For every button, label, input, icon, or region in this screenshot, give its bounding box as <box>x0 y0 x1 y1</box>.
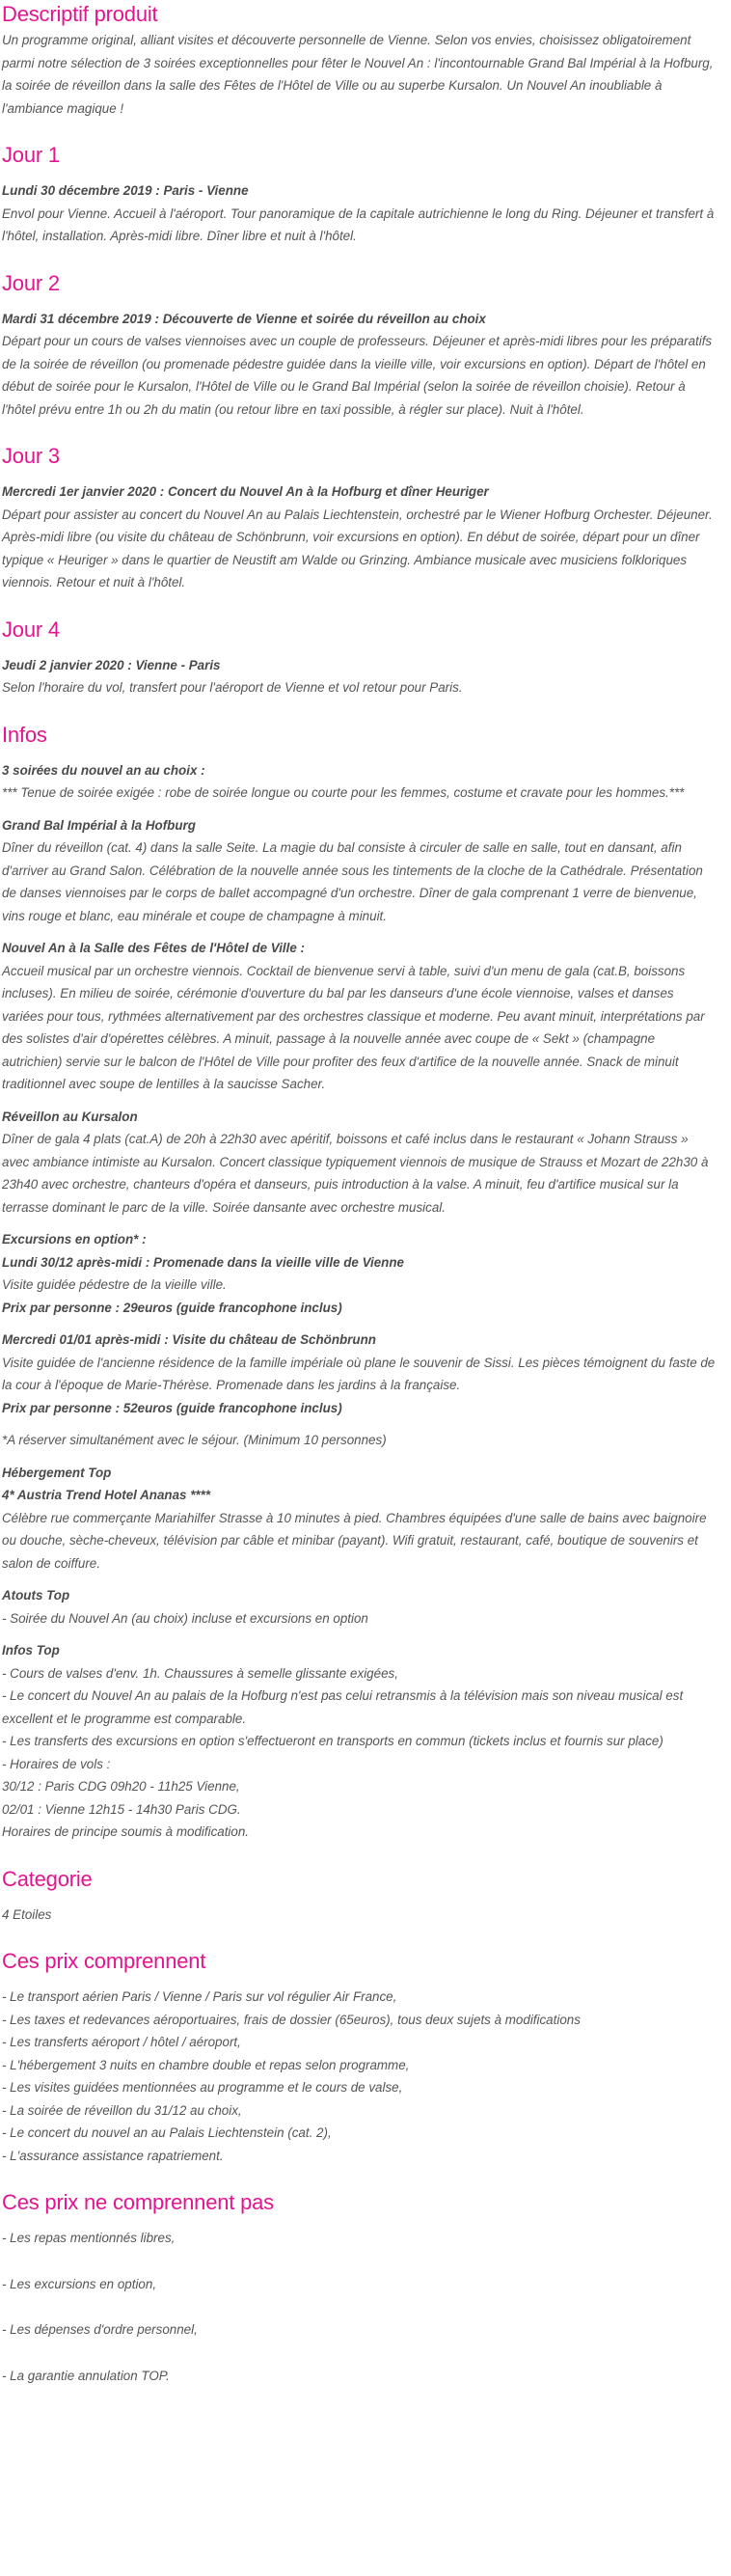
list-item: - Les repas mentionnés libres, <box>2 2231 176 2245</box>
day-3-heading: Jour 3 <box>2 444 60 468</box>
day-2-subtitle: Mardi 31 décembre 2019 : Découverte de Vienne et soirée du réveillon au choix <box>2 311 486 326</box>
list-item: - Cours de valses d'env. 1h. Chaussures à semelle glissante exigées, <box>2 1665 398 1681</box>
excursion-1-title: Lundi 30/12 après-midi : Promenade dans la vieille ville de Vienne <box>2 1254 404 1270</box>
atouts-body: - Soirée du Nouvel An (au choix) incluse et excursions en option <box>2 1610 368 1626</box>
hotel-ville-title: Nouvel An à la Salle des Fêtes de l'Hôtel de Ville : <box>2 941 305 955</box>
day-2-heading: Jour 2 <box>2 270 60 295</box>
day-1-body: Envol pour Vienne. Accueil à l'aéroport. Tour panoramique de la capitale autrichienne le long du Ring. Déjeuner et transfert à l'hôtel, installation. Après-midi libre. Dîner libre et nuit à l'hôtel. <box>2 206 715 243</box>
excursions-title: Excursions en option* : <box>2 1232 147 1247</box>
soirees-title: 3 soirées du nouvel an au choix : <box>2 762 205 778</box>
list-item: 02/01 : Vienne 12h15 - 14h30 Paris CDG. <box>2 1801 241 1817</box>
kursalon-body: Dîner de gala 4 plats (cat.A) de 20h à 22h30 avec apéritif, boissons et café inclus dans le restaurant « Johann Strauss » avec ambiance intimiste au Kursalon. Concert classique typiquement viennois de musique de Strauss et Mozart de 22h30 à 23h40 avec orchestre, chanteurs d'opéra et danseurs, puis introduction à la valse. A minuit, feu d'artifice musical sur la terrasse dominant le parc de la ville. Soirée dansante avec orchestre musical. <box>2 1132 709 1215</box>
infos-top-list <box>2 1662 717 1844</box>
day-1-heading: Jour 1 <box>2 143 60 167</box>
list-item: - Les dépenses d'ordre personnel, <box>2 2322 198 2337</box>
day-2-body: Départ pour un cours de valses viennoises avec un couple de professeurs. Déjeuner et après-midi libres pour les préparatifs de la soirée de réveillon (ou promenade pédestre guidée dans la vieille ville, voir excursions en option). Départ de l'hôtel en début de soirée pour le Kursalon, l'Hôtel de Ville ou le Grand Bal Impérial (selon la soirée de réveillon choisie). Retour à l'hôtel prévu entre 1h ou 2h du matin (ou retour libre en taxi possible, à régler sur place). Nuit à l'hôtel. <box>2 334 713 417</box>
list-item: - Les excursions en option, <box>2 2276 157 2291</box>
list-item: - Le concert du Nouvel An au palais de la Hofburg n'est pas celui retransmis à la télévision mais son niveau musical est excellent et le programme est comparable. <box>2 1688 684 1726</box>
soirees-note: *** Tenue de soirée exigée : robe de soirée longue ou courte pour les femmes, costume et cravate pour les hommes.*** <box>2 785 685 800</box>
comprennent-list <box>2 1986 717 2167</box>
excursion-1-body: Visite guidée pédestre de la vieille ville. <box>2 1277 227 1292</box>
categorie-section <box>2 1865 717 1927</box>
ne-comprennent-section <box>2 2188 717 2387</box>
infos-section <box>2 721 717 1844</box>
list-item: - L'hébergement 3 nuits en chambre double et repas selon programme, <box>2 2057 410 2072</box>
categorie-value: 4 Etoiles <box>2 1906 52 1922</box>
day-3-section <box>2 442 717 594</box>
comprennent-section <box>2 1947 717 2167</box>
comprennent-heading: Ces prix comprennent <box>2 1949 206 1973</box>
grand-bal-title: Grand Bal Impérial à la Hofburg <box>2 817 196 833</box>
ne-comprennent-list <box>2 2227 717 2387</box>
day-3-subtitle: Mercredi 1er janvier 2020 : Concert du Nouvel An à la Hofburg et dîner Heuriger <box>2 484 489 499</box>
hotel-ville-body: Accueil musical par un orchestre viennois. Cocktail de bienvenue servi à table, suivi d'un menu de gala (cat.B, boissons incluses). En milieu de soirée, cérémonie d'ouverture du bal par les danseurs d'une école viennoise, valses et danses variées pour tous, rythmées alternativement par des orchestres classique et moderne. Peu avant minuit, interprétations par des solistes d'air d'opérettes célèbres. A minuit, passage à la nouvelle année avec coupe de « Sekt » (champagne autrichien) servie sur le balcon de l'Hôtel de Ville pour profiter des feux d'artifice de la nouvelle année. Snack de minuit traditionnel avec soupe de lentilles à la saucisse Sacher. <box>2 963 705 1091</box>
day-4-heading: Jour 4 <box>2 617 60 642</box>
list-item: - Les transferts des excursions en option s'effectueront en transports en commun (tickets inclus et fournis sur place) <box>2 1734 663 1748</box>
day-2-section <box>2 269 717 422</box>
day-1-section <box>2 141 717 248</box>
list-item: - La soirée de réveillon du 31/12 au choix, <box>2 2102 242 2118</box>
list-item: - Les taxes et redevances aéroportuaires, frais de dossier (65euros), tous deux sujets à modifications <box>2 2012 581 2027</box>
excursion-2-body: Visite guidée de l'ancienne résidence de la famille impériale où plane le souvenir de Sissi. Les pièces témoignent du faste de la cour à l'époque de Marie-Thérèse. Promenade dans les jardins à la française. <box>2 1355 716 1392</box>
descriptif-heading: Descriptif produit <box>2 2 158 26</box>
day-1-subtitle: Lundi 30 décembre 2019 : Paris - Vienne <box>2 183 249 198</box>
list-item: - Le concert du nouvel an au Palais Liechtenstein (cat. 2), <box>2 2125 332 2140</box>
atouts-title: Atouts Top <box>2 1588 70 1603</box>
kursalon-title: Réveillon au Kursalon <box>2 1109 138 1124</box>
excursion-2-title: Mercredi 01/01 après-midi : Visite du château de Schönbrunn <box>2 1332 376 1347</box>
list-item: - Les transferts aéroport / hôtel / aéroport, <box>2 2035 241 2049</box>
hotel-body: Célèbre rue commerçante Mariahilfer Strasse à 10 minutes à pied. Chambres équipées d'une salle de bains avec baignoire ou douche, sèche-cheveux, télévision par câble et minibar (payant). Wifi gratuit, restaurant, café, boutique de souvenirs et salon de coiffure. <box>2 1510 707 1571</box>
infos-top-title: Infos Top <box>2 1643 60 1658</box>
list-item: 30/12 : Paris CDG 09h20 - 11h25 Vienne, <box>2 1779 240 1794</box>
list-item: - Les visites guidées mentionnées au programme et le cours de valse, <box>2 2080 403 2095</box>
day-4-subtitle: Jeudi 2 janvier 2020 : Vienne - Paris <box>2 657 221 672</box>
excursion-1-price: Prix par personne : 29euros (guide francophone inclus) <box>2 1300 342 1315</box>
excursion-2-price: Prix par personne : 52euros (guide francophone inclus) <box>2 1400 342 1415</box>
day-4-section <box>2 616 717 699</box>
descriptif-section <box>2 0 717 120</box>
descriptif-body: Un programme original, alliant visites et découverte personnelle de Vienne. Selon vos envies, choisissez obligatoirement parmi notre sélection de 3 soirées exceptionnelles pour fêter le Nouvel An : l'incontournable Grand Bal Impérial à la Hofburg, la soirée de réveillon dans la salle des Fêtes de l'Hôtel de Ville ou au superbe Kursalon. Un Nouvel An inoubliable à l'ambiance magique ! <box>2 33 714 116</box>
list-item: - Le transport aérien Paris / Vienne / Paris sur vol régulier Air France, <box>2 1989 397 2004</box>
day-3-body: Départ pour assister au concert du Nouvel An au Palais Liechtenstein, orchestré par le Wiener Hofburg Orchester. Déjeuner. Après-midi libre (ou visite du château de Schönbrunn, voir excursions en option). En début de soirée, départ pour un dîner typique « Heuriger » dans le quartier de Neustift am Walde ou Grinzing. Ambiance musicale avec musiciens folkloriques viennois. Retour et nuit à l'hôtel. <box>2 507 713 589</box>
ne-comprennent-heading: Ces prix ne comprennent pas <box>2 2190 274 2214</box>
day-4-body: Selon l'horaire du vol, transfert pour l'aéroport de Vienne et vol retour pour Paris. <box>2 680 463 695</box>
list-item: - La garantie annulation TOP. <box>2 2368 170 2383</box>
infos-heading: Infos <box>2 722 47 747</box>
list-item: - Horaires de vols : <box>2 1756 111 1771</box>
categorie-heading: Categorie <box>2 1866 93 1891</box>
hotel-name: 4* Austria Trend Hotel Ananas **** <box>2 1488 211 1502</box>
list-item: Horaires de principe soumis à modification. <box>2 1824 250 1839</box>
reserve-note: *A réserver simultanément avec le séjour. (Minimum 10 personnes) <box>2 1433 387 1447</box>
grand-bal-body: Dîner du réveillon (cat. 4) dans la salle Seite. La magie du bal consiste à circuler de salle en salle, tout en dansant, afin d'arriver au Grand Salon. Célébration de la nouvelle année sous les tintements de la cloche de la Cathédrale. Présentation de danses viennoises par le corps de ballet accompagné d'un orchestre. Dîner de gala comprenant 1 verre de bienvenue, vins rouge et blanc, eau minérale et coupe de champagne à minuit. <box>2 840 703 923</box>
list-item: - L'assurance assistance rapatriement. <box>2 2148 224 2163</box>
hebergement-title: Hébergement Top <box>2 1465 112 1480</box>
